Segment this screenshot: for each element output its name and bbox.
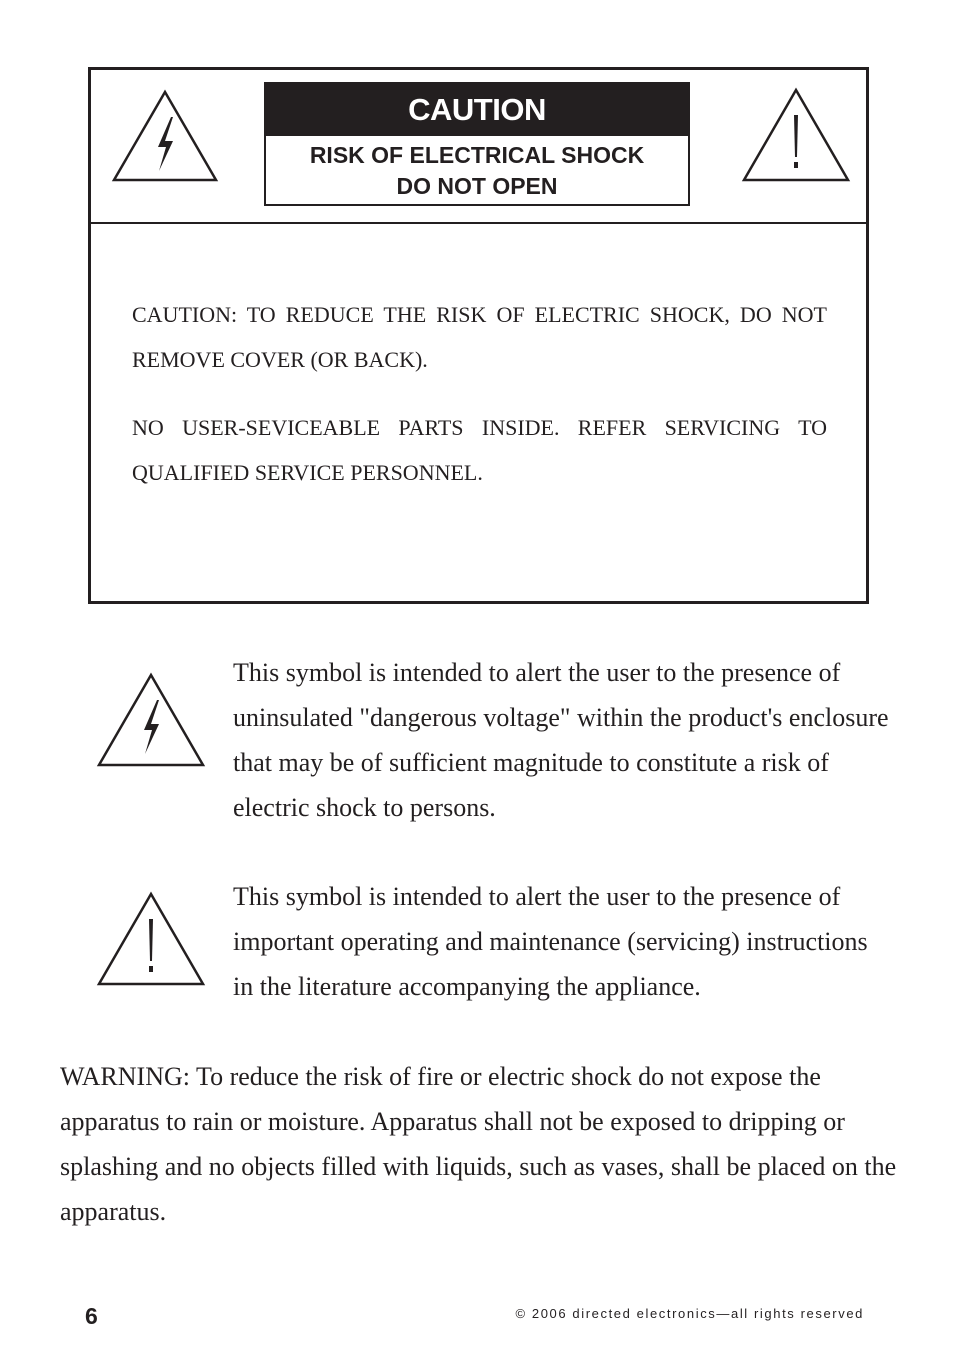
caution-label-line-2: DO NOT OPEN xyxy=(396,173,558,199)
caution-header xyxy=(91,70,866,224)
shock-symbol-description: This symbol is intended to alert the user to the presence of uninsulated "dangerous voltage" within the product's enclosure that may be of sufficient magnitude to constitute a risk of electric shock to persons. xyxy=(233,658,889,822)
caution-box xyxy=(88,67,869,604)
caution-paragraph-1: CAUTION: TO REDUCE THE RISK OF ELECTRIC SHOCK, DO NOT REMOVE COVER (OR BACK). xyxy=(132,302,827,372)
warning-paragraph: WARNING: To reduce the risk of fire or electric shock do not expose the apparatus to rain or moisture. Apparatus shall not be exposed to dripping or splashing and no objects filled with liquids, such as vases, shall be placed on the apparatus. xyxy=(60,1062,897,1226)
lightning-warning-triangle-icon xyxy=(96,672,206,768)
exclamation-warning-triangle-icon xyxy=(741,87,851,183)
copyright-notice: © 2006 directed electronics—all rights reserved xyxy=(515,1306,864,1321)
page-number: 6 xyxy=(85,1303,98,1329)
caution-label-title: CAUTION xyxy=(266,84,688,136)
exclamation-symbol-description: This symbol is intended to alert the user to the presence of important operating and maintenance (servicing) instructions in the literature accompanying the appliance. xyxy=(233,882,868,1001)
exclamation-warning-triangle-icon xyxy=(96,891,206,987)
caution-paragraph-2: NO USER-SEVICEABLE PARTS INSIDE. REFER SERVICING TO QUALIFIED SERVICE PERSONNEL. xyxy=(132,415,827,485)
caution-label xyxy=(264,82,690,206)
lightning-warning-triangle-icon xyxy=(111,89,219,183)
caution-label-line-1: RISK OF ELECTRICAL SHOCK xyxy=(309,142,645,168)
